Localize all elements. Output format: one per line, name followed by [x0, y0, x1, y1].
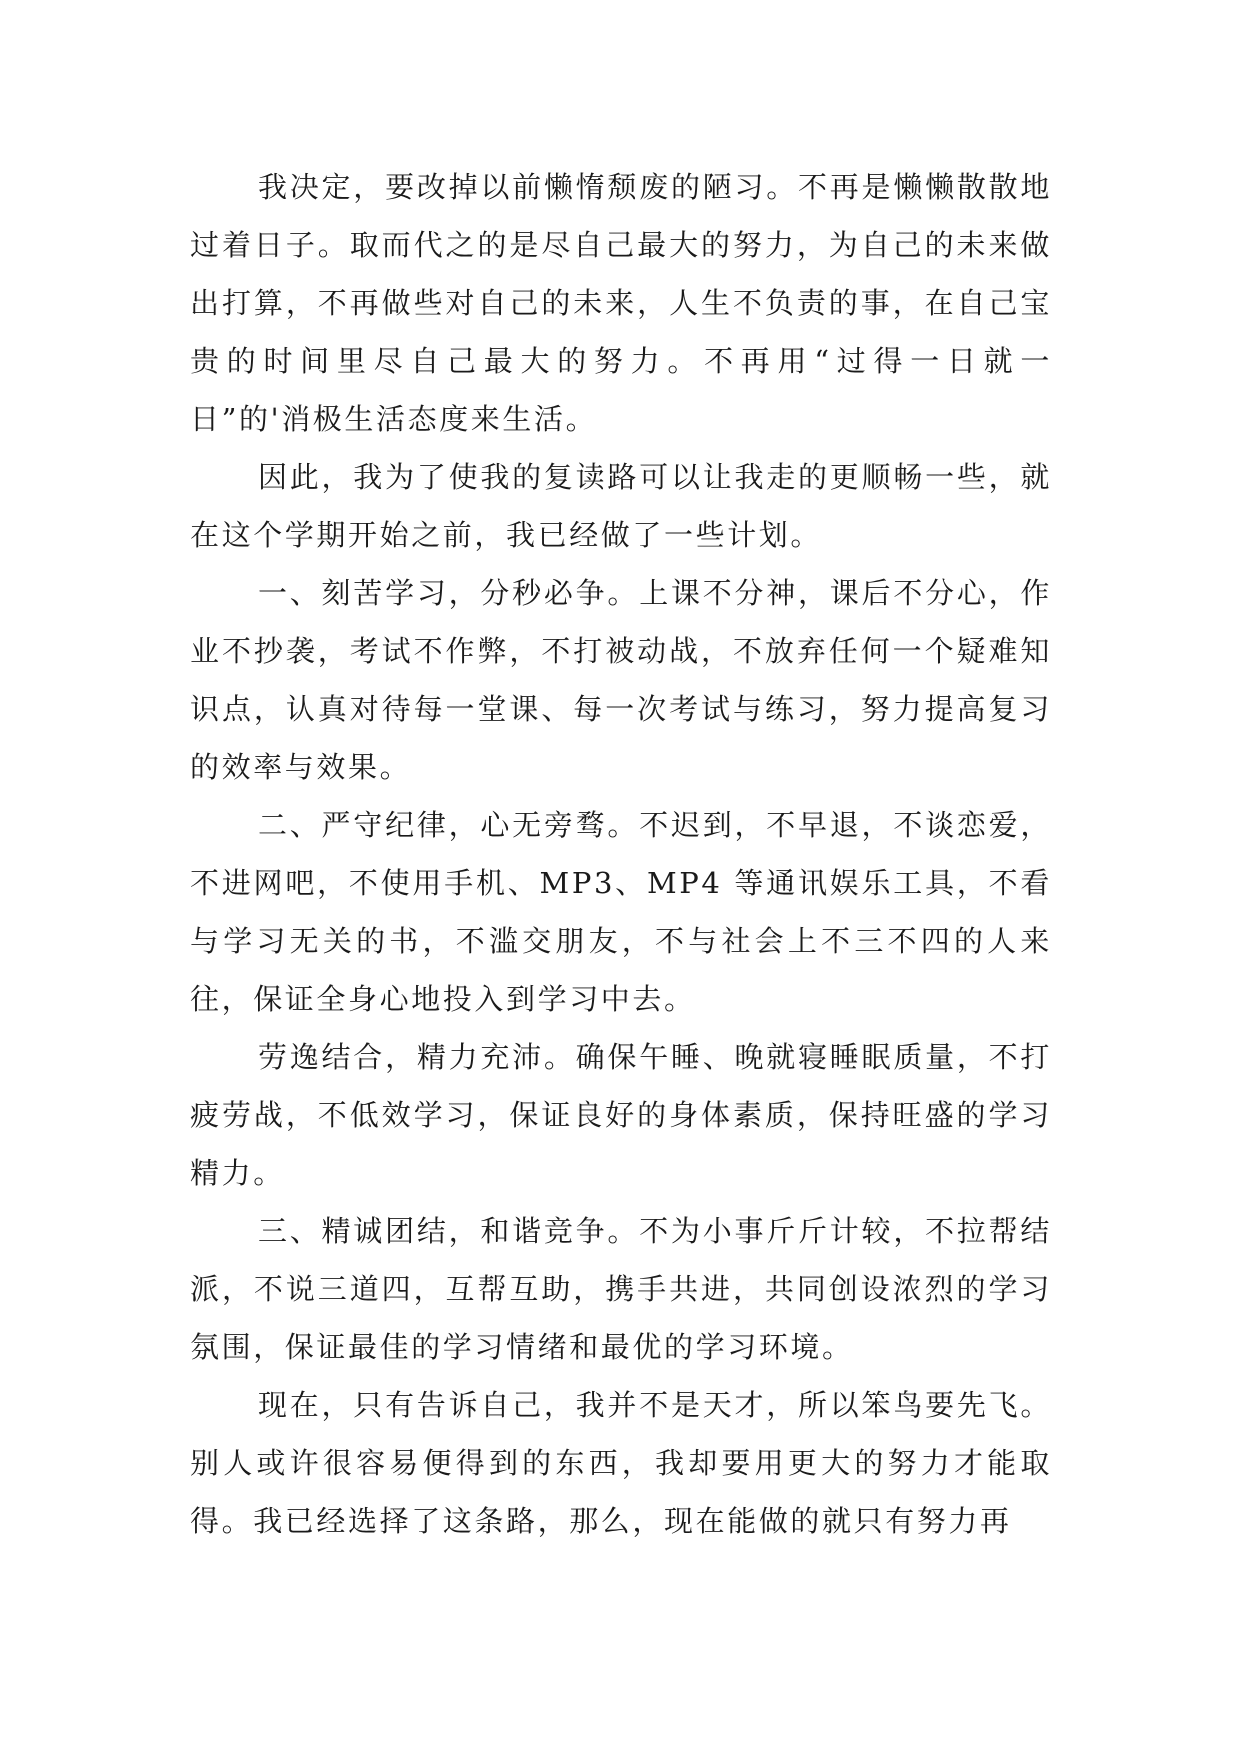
paragraph-plan-rest: 劳逸结合，精力充沛。确保午睡、晚就寝睡眠质量，不打疲劳战，不低效学习，保证良好的身体素质，保持旺盛的学习精力。 [190, 1040, 1052, 1190]
document-body [190, 158, 1052, 1550]
paragraph-plan-intro: 因此，我为了使我的复读路可以让我走的更顺畅一些，就在这个学期开始之前，我已经做了一些计划。 [190, 460, 1052, 552]
paragraph-plan-study: 一、刻苦学习，分秒必争。上课不分神，课后不分心，作业不抄袭，考试不作弊，不打被动战，不放弃任何一个疑难知识点，认真对待每一堂课、每一次考试与练习，努力提高复习的效率与效果。 [190, 576, 1052, 784]
paragraph-plan-discipline: 二、严守纪律，心无旁骛。不迟到，不早退，不谈恋爱，不进网吧，不使用手机、MP3、MP4 等通讯娱乐工具，不看与学习无关的书，不滥交朋友，不与社会上不三不四的人来往，保证全身心地投入到学习中去。 [190, 808, 1052, 1016]
paragraph-conclusion: 现在，只有告诉自己，我并不是天才，所以笨鸟要先飞。别人或许很容易便得到的东西，我却要用更大的努力才能取得。我已经选择了这条路，那么，现在能做的就只有努力再 [190, 1388, 1052, 1538]
paragraph-resolution: 我决定，要改掉以前懒惰颓废的陋习。不再是懒懒散散地过着日子。取而代之的是尽自己最大的努力，为自己的未来做出打算，不再做些对自己的未来，人生不负责的事，在自己宝贵的时间里尽自己最大的努力。不再用“过得一日就一日”的'消极生活态度来生活。 [190, 170, 1052, 436]
paragraph-plan-unity: 三、精诚团结，和谐竞争。不为小事斤斤计较，不拉帮结派，不说三道四，互帮互助，携手共进，共同创设浓烈的学习氛围，保证最佳的学习情绪和最优的学习环境。 [190, 1214, 1052, 1364]
